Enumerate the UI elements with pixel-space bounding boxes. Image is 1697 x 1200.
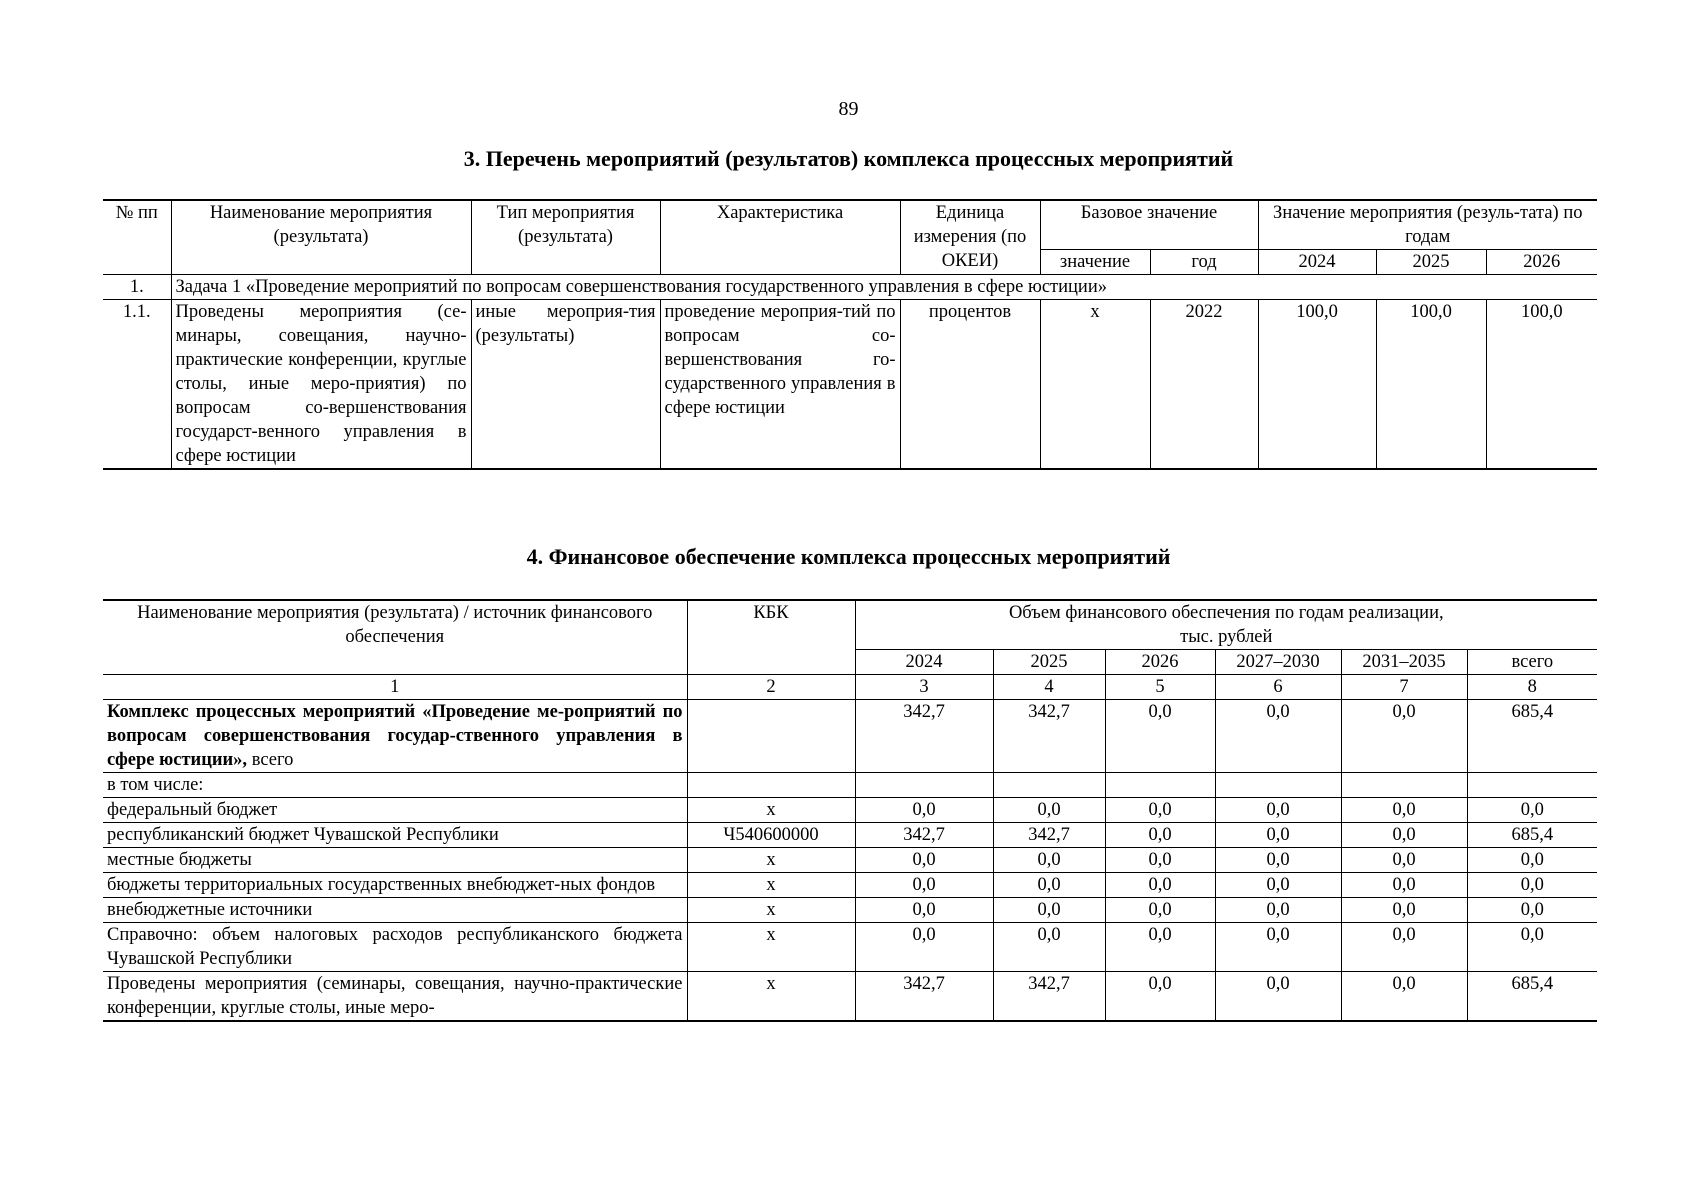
value-cell: 0,0	[1341, 972, 1467, 1022]
table-row	[103, 300, 1597, 470]
value-cell: 0,0	[1341, 823, 1467, 848]
header-unit: Единица измерения (по ОКЕИ)	[900, 200, 1040, 275]
value-cell: 342,7	[993, 823, 1105, 848]
table-row	[103, 923, 1597, 972]
header-fin-total: всего	[1467, 650, 1597, 675]
row-value-2025: 100,0	[1376, 300, 1486, 470]
header-year-2025: 2025	[1376, 250, 1486, 275]
value-cell: 0,0	[1105, 848, 1215, 873]
including-row	[103, 773, 1597, 798]
source-name: федеральный бюджет	[103, 798, 687, 823]
source-kbk: x	[687, 898, 855, 923]
col-number: 3	[855, 675, 993, 700]
header-fin-2027-2030: 2027–2030	[1215, 650, 1341, 675]
value-cell: 0,0	[1105, 798, 1215, 823]
value-cell: 0,0	[993, 898, 1105, 923]
value-cell: 342,7	[855, 972, 993, 1022]
header-by-years: Значение мероприятия (резуль-тата) по годам	[1258, 200, 1597, 250]
value-cell: 0,0	[1215, 898, 1341, 923]
value-cell: 0,0	[993, 873, 1105, 898]
header-type: Тип мероприятия (результата)	[471, 200, 660, 275]
value-cell: 685,4	[1467, 700, 1597, 773]
row-base-year: 2022	[1150, 300, 1258, 470]
table-row	[103, 972, 1597, 1022]
col-number: 7	[1341, 675, 1467, 700]
value-cell: 0,0	[1215, 798, 1341, 823]
header-fin-2024: 2024	[855, 650, 993, 675]
source-kbk: x	[687, 798, 855, 823]
header-year-2026: 2026	[1486, 250, 1597, 275]
value-cell: 0,0	[993, 923, 1105, 972]
table-row	[103, 823, 1597, 848]
row-unit: процентов	[900, 300, 1040, 470]
header-fin-2025: 2025	[993, 650, 1105, 675]
value-cell: 0,0	[1105, 823, 1215, 848]
value-cell: 0,0	[1215, 823, 1341, 848]
row-characteristic: проведение мероприя-тий по вопросам со-вершенствования го-сударственного управления в сфере юстиции	[660, 300, 900, 470]
value-cell: 342,7	[993, 700, 1105, 773]
value-cell: 0,0	[1467, 798, 1597, 823]
source-name: бюджеты территориальных государственных внебюджет-ных фондов	[103, 873, 687, 898]
value-cell: 0,0	[1467, 923, 1597, 972]
section4-title: 4. Финансовое обеспечение комплекса процессных мероприятий	[526, 544, 1171, 569]
header-base-value: значение	[1040, 250, 1150, 275]
complex-row	[103, 700, 1597, 773]
col-number: 4	[993, 675, 1105, 700]
value-cell: 0,0	[1341, 848, 1467, 873]
table-row	[103, 848, 1597, 873]
value-cell: 685,4	[1467, 972, 1597, 1022]
value-cell: 0,0	[1341, 923, 1467, 972]
source-name: внебюджетные источники	[103, 898, 687, 923]
value-cell: 0,0	[1215, 873, 1341, 898]
complex-name	[103, 700, 687, 773]
header-year-2024: 2024	[1258, 250, 1376, 275]
table-row	[103, 873, 1597, 898]
header-fin-2031-2035: 2031–2035	[1341, 650, 1467, 675]
value-cell: 0,0	[1105, 700, 1215, 773]
row-base-value: x	[1040, 300, 1150, 470]
col-number: 5	[1105, 675, 1215, 700]
financing-table	[103, 599, 1597, 1022]
value-cell: 0,0	[855, 923, 993, 972]
task-text: Задача 1 «Проведение мероприятий по вопросам совершенствования государственного управления в сфере юстиции»	[171, 275, 1597, 300]
col-number: 6	[1215, 675, 1341, 700]
table-row	[103, 898, 1597, 923]
value-cell: 0,0	[855, 898, 993, 923]
value-cell: 0,0	[1341, 700, 1467, 773]
task-num: 1.	[103, 275, 171, 300]
col-number: 2	[687, 675, 855, 700]
value-cell: 0,0	[1105, 873, 1215, 898]
col-number: 8	[1467, 675, 1597, 700]
value-cell: 0,0	[1215, 923, 1341, 972]
row-value-2024: 100,0	[1258, 300, 1376, 470]
value-cell: 0,0	[855, 848, 993, 873]
value-cell: 685,4	[1467, 823, 1597, 848]
header-characteristic: Характеристика	[660, 200, 900, 275]
row-name: Проведены мероприятия (се-минары, совещания, научно-практические конференции, круглые столы, иные меро-приятия) по вопросам со-вершенствования государст-венного управления в сфере юстиции	[171, 300, 471, 470]
value-cell: 0,0	[855, 873, 993, 898]
value-cell: 342,7	[855, 700, 993, 773]
value-cell: 0,0	[1215, 848, 1341, 873]
value-cell: 0,0	[1215, 700, 1341, 773]
source-name: Справочно: объем налоговых расходов республиканского бюджета Чувашской Республики	[103, 923, 687, 972]
row-type: иные мероприя-тия (результаты)	[471, 300, 660, 470]
source-kbk: x	[687, 873, 855, 898]
value-cell: 0,0	[993, 848, 1105, 873]
value-cell: 0,0	[1341, 798, 1467, 823]
value-cell: 0,0	[1215, 972, 1341, 1022]
header-volume: Объем финансового обеспечения по годам реализации, тыс. рублей	[855, 600, 1597, 650]
complex-name-suffix: всего	[247, 750, 294, 770]
header-name: Наименование мероприятия (результата)	[171, 200, 471, 275]
source-kbk: Ч540600000	[687, 823, 855, 848]
col-number: 1	[103, 675, 687, 700]
row-num: 1.1.	[103, 300, 171, 470]
value-cell: 0,0	[1105, 898, 1215, 923]
header-kbk: КБК	[687, 600, 855, 675]
value-cell: 0,0	[855, 798, 993, 823]
including-label: в том числе:	[103, 773, 687, 798]
source-name: местные бюджеты	[103, 848, 687, 873]
source-kbk: x	[687, 972, 855, 1022]
header-fin-2026: 2026	[1105, 650, 1215, 675]
value-cell: 342,7	[855, 823, 993, 848]
row-value-2026: 100,0	[1486, 300, 1597, 470]
source-kbk: x	[687, 923, 855, 972]
value-cell: 0,0	[1467, 898, 1597, 923]
activities-table	[103, 199, 1597, 470]
value-cell: 0,0	[1341, 898, 1467, 923]
complex-name-bold: Комплекс процессных мероприятий «Проведение ме-роприятий по вопросам совершенствования государ-ственного управления в сфере юстиции»,	[107, 702, 683, 770]
source-name: Проведены мероприятия (семинары, совещания, научно-практические конференции, круглые столы, иные меро-	[103, 972, 687, 1022]
section3-title: 3. Перечень мероприятий (результатов) комплекса процессных мероприятий	[463, 146, 1234, 171]
header-base: Базовое значение	[1040, 200, 1258, 250]
table-row	[103, 798, 1597, 823]
value-cell: 0,0	[1105, 972, 1215, 1022]
value-cell: 0,0	[993, 798, 1105, 823]
source-kbk: x	[687, 848, 855, 873]
source-name: республиканский бюджет Чувашской Республики	[103, 823, 687, 848]
header-fin-name: Наименование мероприятия (результата) / источник финансового обеспечения	[103, 600, 687, 675]
complex-kbk	[687, 700, 855, 773]
value-cell: 0,0	[1341, 873, 1467, 898]
header-base-year: год	[1150, 250, 1258, 275]
header-num: № пп	[103, 200, 171, 275]
value-cell: 0,0	[1467, 848, 1597, 873]
value-cell: 342,7	[993, 972, 1105, 1022]
value-cell: 0,0	[1467, 873, 1597, 898]
page-number: 89	[838, 98, 859, 120]
value-cell: 0,0	[1105, 923, 1215, 972]
